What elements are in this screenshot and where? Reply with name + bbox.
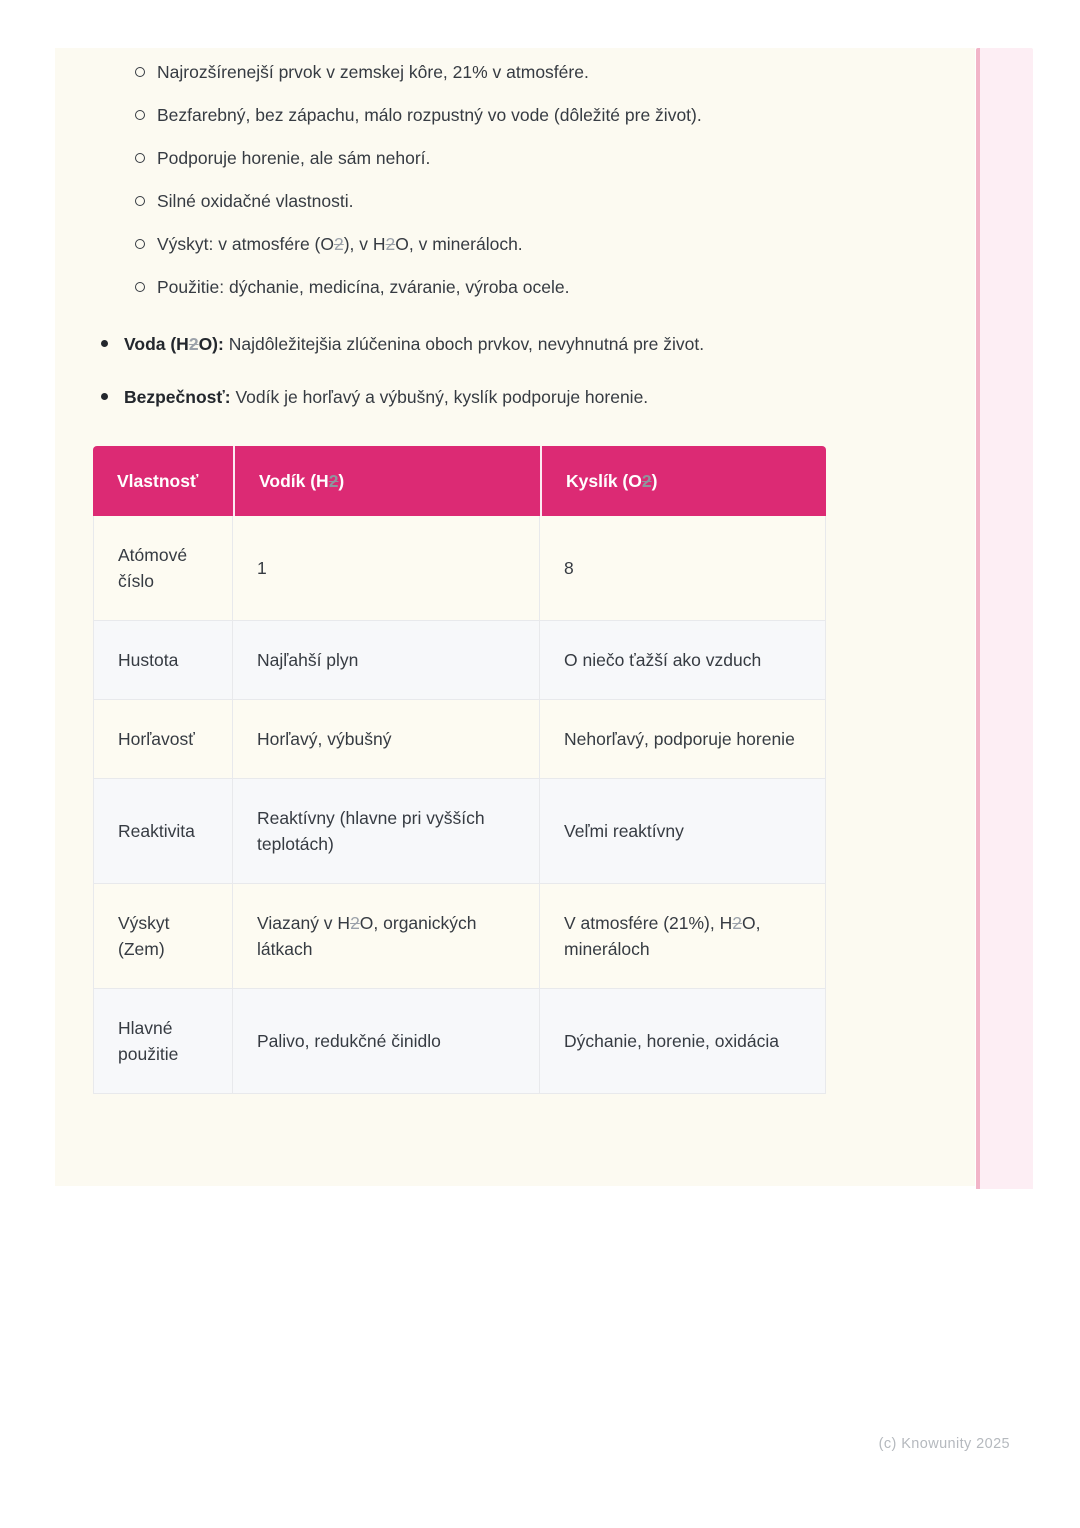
filled-bullet-icon [101, 393, 108, 400]
sub-bullet-item: Výskyt: v atmosfére (O2), v H2O, v mineráloch. [157, 232, 917, 256]
table-cell: Veľmi reaktívny [540, 779, 826, 884]
struck-subscript: 2 [641, 471, 652, 491]
table-cell: Horľavý, výbušný [233, 700, 540, 779]
table-row [93, 621, 826, 700]
table-header-cell: Kyslík (O2) [540, 446, 826, 516]
table-cell: Palivo, redukčné činidlo [233, 989, 540, 1094]
bullet-label: Voda (H2O): [124, 334, 224, 354]
struck-subscript: 2 [732, 913, 742, 933]
sub-bullet-list [55, 60, 975, 299]
table-row [93, 779, 826, 884]
hollow-bullet-icon [135, 153, 145, 163]
table-header-row [93, 446, 826, 516]
notes-page-card [55, 48, 975, 1186]
sub-bullet-item: Silné oxidačné vlastnosti. [157, 189, 917, 213]
sub-bullet-item: Podporuje horenie, ale sám nehorí. [157, 146, 917, 170]
main-bullet-item: Bezpečnosť: Vodík je horľavý a výbušný, kyslík podporuje horenie. [124, 385, 924, 409]
table-cell: Dýchanie, horenie, oxidácia [540, 989, 826, 1094]
table-cell: 8 [540, 516, 826, 621]
table-cell: Viazaný v H2O, organických látkach [233, 884, 540, 989]
copyright-text: (c) Knowunity 2025 [878, 1436, 1010, 1452]
sub-bullet-item: Bezfarebný, bez zápachu, málo rozpustný vo vode (dôležité pre život). [157, 103, 917, 127]
struck-subscript: 2 [333, 234, 344, 254]
sub-bullet-item: Najrozšírenejší prvok v zemskej kôre, 21% v atmosfére. [157, 60, 917, 84]
main-bullet-item: Voda (H2O): Najdôležitejšia zlúčenina oboch prvkov, nevyhnutná pre život. [124, 332, 924, 356]
table-cell: Reaktívny (hlavne pri vyšších teplotách) [233, 779, 540, 884]
page-edge-stripe [976, 48, 1033, 1189]
element-comparison-table [93, 446, 826, 1094]
hollow-bullet-icon [135, 67, 145, 77]
bullet-label: Bezpečnosť: [124, 387, 231, 407]
sub-bullet-item: Použitie: dýchanie, medicína, zváranie, výroba ocele. [157, 275, 917, 299]
table-row [93, 516, 826, 621]
filled-bullet-icon [101, 340, 108, 347]
table-cell: Výskyt (Zem) [93, 884, 233, 989]
table-cell: Nehorľavý, podporuje horenie [540, 700, 826, 779]
struck-subscript: 2 [188, 334, 199, 354]
table-cell: Reaktivita [93, 779, 233, 884]
main-bullet-list [55, 332, 975, 409]
hollow-bullet-icon [135, 110, 145, 120]
table-cell: Hlavné použitie [93, 989, 233, 1094]
table-header-cell: Vlastnosť [93, 446, 233, 516]
table-cell: 1 [233, 516, 540, 621]
table-cell: Atómové číslo [93, 516, 233, 621]
table-cell: Hustota [93, 621, 233, 700]
table-cell: Horľavosť [93, 700, 233, 779]
struck-subscript: 2 [328, 471, 339, 491]
table-cell: Najľahší plyn [233, 621, 540, 700]
table-header-cell: Vodík (H2) [233, 446, 540, 516]
table-row [93, 884, 826, 989]
table-row [93, 700, 826, 779]
hollow-bullet-icon [135, 282, 145, 292]
table-row [93, 989, 826, 1094]
table-cell: O niečo ťažší ako vzduch [540, 621, 826, 700]
struck-subscript: 2 [350, 913, 360, 933]
table-cell: V atmosfére (21%), H2O, mineráloch [540, 884, 826, 989]
hollow-bullet-icon [135, 196, 145, 206]
hollow-bullet-icon [135, 239, 145, 249]
struck-subscript: 2 [385, 234, 396, 254]
